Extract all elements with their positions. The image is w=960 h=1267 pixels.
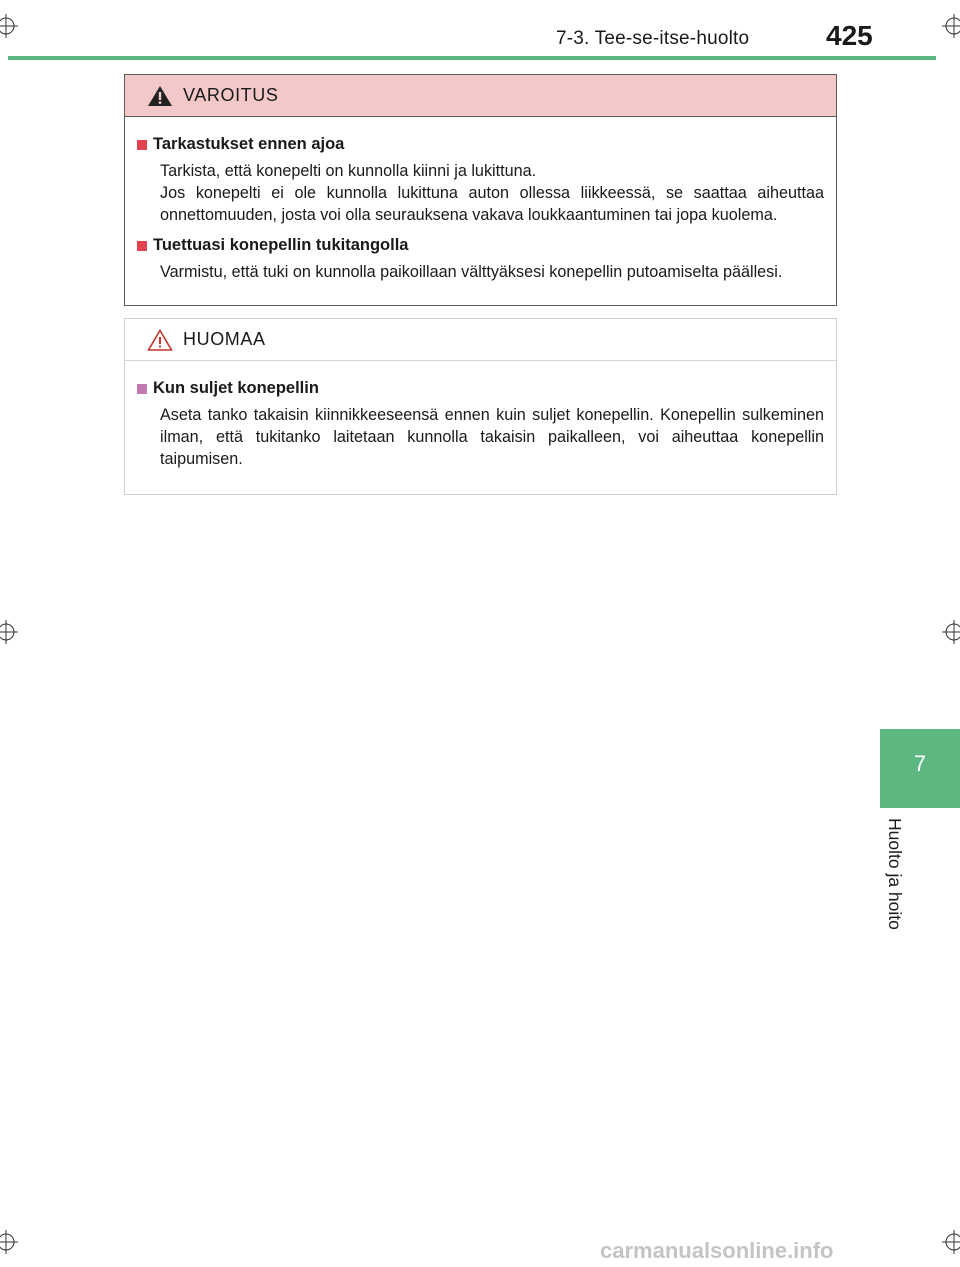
crop-mark-bottom-left (0, 1230, 18, 1254)
notice-box (124, 318, 837, 495)
notice-box-header (125, 319, 836, 361)
warning-box-title: VAROITUS (183, 85, 279, 105)
warning-item-text: Varmistu, että tuki on kunnolla paikoillaan välttyäksesi konepellin putoamiselta päällesi. (160, 263, 783, 281)
square-bullet-icon (137, 140, 147, 150)
warning-item-text: Jos konepelti ei ole kunnolla lukittuna auton ollessa liikkeessä, se saattaa aiheuttaa onnettomuuden, josta voi olla seurauksena vakava loukkaantuminen tai jopa kuolema. (160, 184, 824, 224)
notice-item-text: Aseta tanko takaisin kiinnikkeeseensä ennen kuin suljet konepellin. Konepellin sulkeminen ilman, että tukitanko laitetaan kunnolla takaisin paikalleen, voi aiheuttaa konepellin taipumisen. (160, 406, 824, 468)
section-label: 7-3. Tee-se-itse-huolto (556, 28, 750, 49)
warning-box (124, 74, 837, 306)
chapter-title-container (880, 818, 916, 948)
warning-item-title (137, 135, 824, 154)
crop-mark-mid-right (942, 620, 960, 644)
watermark: carmanualsonline.info (600, 1238, 834, 1263)
page-number: 425 (826, 20, 873, 51)
crop-mark-bottom-right (942, 1230, 960, 1254)
warning-triangle-icon (147, 84, 173, 108)
notice-item-title (137, 379, 824, 398)
square-bullet-icon (137, 241, 147, 251)
crop-mark-top-left (0, 14, 18, 38)
notice-item-title-text: Kun suljet konepellin (153, 379, 319, 397)
warning-item-title-text: Tuettuasi konepellin tukitangolla (153, 236, 409, 254)
header-rule (8, 56, 936, 60)
warning-item-title-text: Tarkastukset ennen ajoa (153, 135, 345, 153)
chapter-title: Huolto ja hoito (885, 818, 905, 930)
notice-box-title: HUOMAA (183, 329, 266, 349)
caution-triangle-icon (147, 328, 173, 352)
crop-mark-mid-left (0, 620, 18, 644)
crop-mark-top-right (942, 14, 960, 38)
warning-item-text: Tarkista, että konepelti on kunnolla kiinni ja lukittuna. (160, 162, 537, 180)
square-bullet-icon (137, 384, 147, 394)
chapter-tab (880, 729, 960, 808)
warning-item-title (137, 236, 824, 255)
warning-box-header (125, 75, 836, 117)
chapter-number: 7 (913, 751, 927, 776)
